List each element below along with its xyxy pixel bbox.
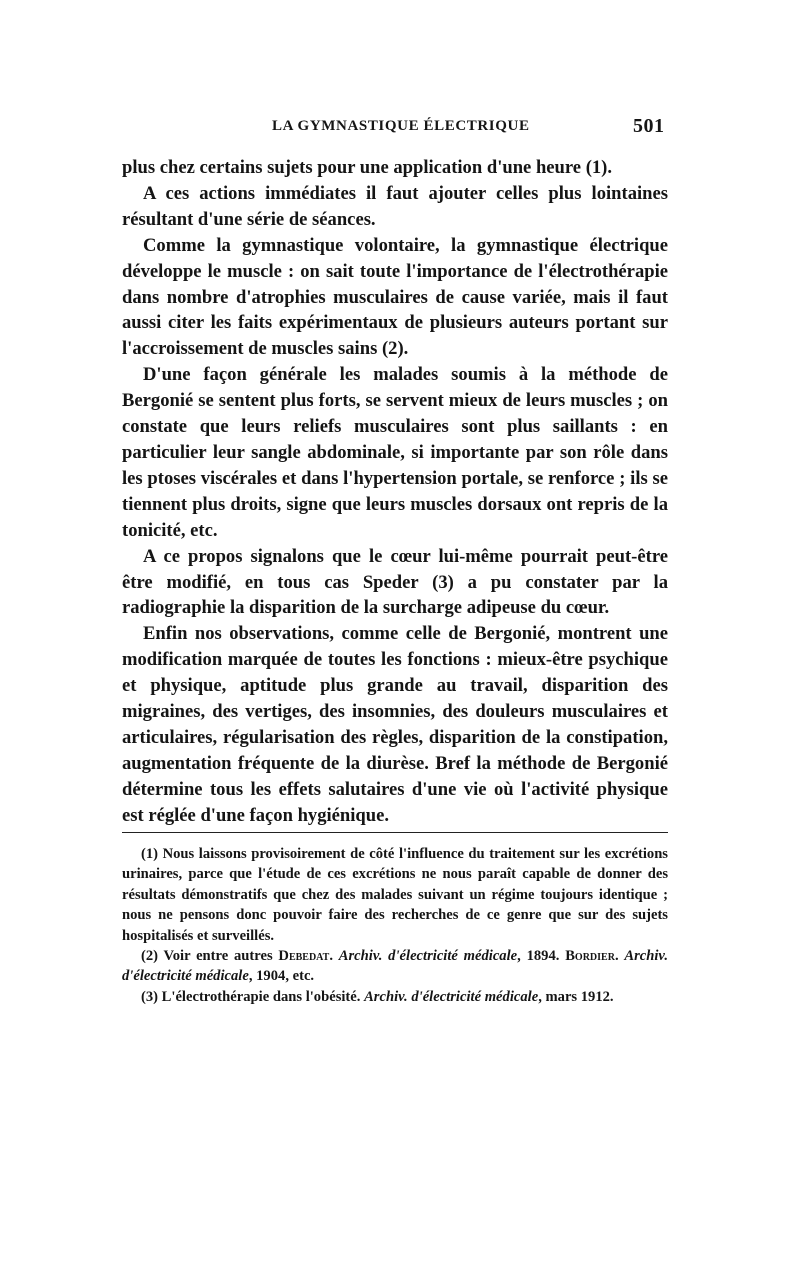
paragraph: D'une façon générale les malades soumis à la méthode de Bergonié se sentent plus forts, se servent mieux de leurs muscles ; on constate que leurs reliefs musculaires sont plus saillants : en particulier leur sangle abdominale, si importante par son rôle dans les ptoses viscérales et dans l'hypertension portale, se renforce ; ils se tiennent plus droits, signe que leurs muscles dorsaux ont repris de la tonicité, etc. <box>122 364 668 541</box>
footnote-separator <box>122 832 668 833</box>
footnote-text: . <box>329 948 339 965</box>
footnote-text: , mars 1912. <box>538 988 614 1005</box>
running-header <box>0 115 800 144</box>
footnotes <box>122 844 668 1007</box>
journal-title: Archiv. d'électricité médicale <box>338 948 518 965</box>
journal-title: Archiv. d'électricité médicale <box>364 988 539 1005</box>
paragraph: Enfin nos observations, comme celle de Bergonié, montrent une modification marquée de toutes les fonctions : mieux-être psychique et physique, aptitude plus grande au travail, disparition des migraines, des vertiges, des insomnies, des douleurs musculaires et articulaires, régularisation des règles, disparition de la constipation, augmentation fréquente de la diurèse. Bref la méthode de Bergonié détermine tous les effets salutaires d'une vie où l'activité physique est réglée d'une façon hygiénique. <box>122 623 668 826</box>
footnote-text: . <box>614 948 625 965</box>
page-number: 501 <box>633 115 665 137</box>
author-name: Debedat <box>278 948 330 965</box>
main-text <box>122 155 668 829</box>
footnote-text: (3) L'électrothérapie dans l'obésité. <box>141 988 365 1005</box>
footnote-text: , 1894. <box>517 948 566 965</box>
journal-title: Archiv. d'électricité médicale <box>122 948 669 985</box>
footnote-text: (2) Voir entre autres <box>141 948 279 965</box>
footnote-text: , 1904, etc. <box>248 968 315 985</box>
footnote-1: (1) Nous laissons provisoirement de côté l'influence du traitement sur les excrétions urinaires, parce que l'étude de ces excrétions ne nous paraît capable de donner des résultats démonstratifs que chez des malades suivant un régime toujours identique ; nous ne pensons donc pouvoir faire des recherches de ce genre que sur des sujets hospitalisés et surveillés. <box>122 846 668 944</box>
paragraph: Comme la gymnastique volontaire, la gymnastique électrique développe le muscle : on sait toute l'importance de l'électrothérapie dans nombre d'atrophies musculaires de cause variée, mais il faut aussi citer les faits expérimentaux de plusieurs auteurs portant sur l'accroissement de muscles sains (2). <box>122 234 668 360</box>
paragraph: A ce propos signalons que le cœur lui-même pourrait peut-être être modifié, en tous cas Speder (3) a pu constater par la radiographie la disparition de la surcharge adipeuse du cœur. <box>122 545 668 619</box>
paragraph: plus chez certains sujets pour une application d'une heure (1). <box>122 157 613 178</box>
running-title: LA GYMNASTIQUE ÉLECTRIQUE <box>272 118 530 134</box>
author-name: Bordier <box>565 948 615 965</box>
footnote-3 <box>122 987 668 1007</box>
footnote-2 <box>122 946 668 987</box>
paragraph: A ces actions immédiates il faut ajouter celles plus lointaines résultant d'une série de séances. <box>122 182 668 230</box>
